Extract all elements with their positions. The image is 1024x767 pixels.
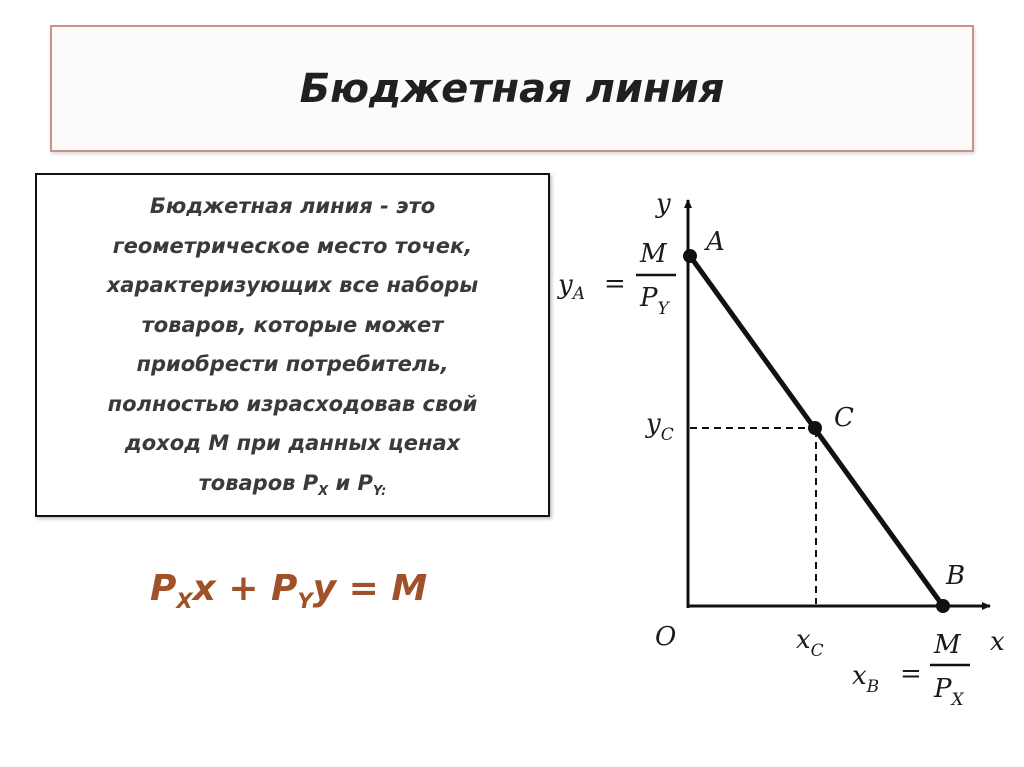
y-axis-label: y: [656, 189, 671, 219]
point-c-label: C: [834, 403, 854, 433]
point-b-dot: [936, 599, 950, 613]
ya-numerator: M: [640, 239, 667, 269]
formula-part: P: [150, 568, 177, 609]
origin-label: O: [655, 622, 677, 652]
ya-label: $y_A$: [558, 270, 585, 304]
definition-subscript: X: [318, 483, 329, 499]
slide-title: Бюджетная линия: [299, 65, 725, 112]
definition-line: характеризующих все наборы: [106, 273, 479, 297]
xc-label: $x_C$: [796, 625, 824, 661]
definition-line: товаров, которые может: [141, 312, 444, 337]
yc-label: $y_C$: [646, 409, 674, 445]
formula-subscript: Y: [297, 589, 313, 614]
definition-line: доход М при данных ценах: [124, 431, 461, 455]
point-a-label: A: [706, 227, 725, 257]
definition-text: товаров P: [198, 470, 319, 495]
definition-line: Бюджетная линия - это: [149, 194, 436, 218]
ya-equals: =: [604, 269, 626, 299]
point-a-dot: [683, 249, 697, 263]
definition-line: приобрести потребитель,: [136, 352, 449, 376]
definition-text: и P: [328, 470, 373, 495]
xb-equals: =: [900, 659, 922, 689]
point-b-label: B: [946, 561, 966, 591]
formula-part: y = M: [312, 568, 428, 609]
formula-subscript: X: [176, 589, 193, 614]
ya-denominator: $P_Y$: [640, 283, 669, 319]
definition-subscript: Y:: [372, 483, 387, 499]
xb-denominator: $P_X$: [934, 674, 964, 710]
formula-part: x + P: [192, 568, 298, 609]
x-axis-label: x: [990, 627, 1005, 657]
definition-line: полностью израсходовав свой: [107, 391, 478, 416]
point-c-dot: [808, 421, 822, 435]
definition-line: геометрическое место точек,: [112, 233, 473, 258]
xb-label: $x_B$: [852, 661, 880, 697]
xb-numerator: M: [934, 630, 961, 660]
